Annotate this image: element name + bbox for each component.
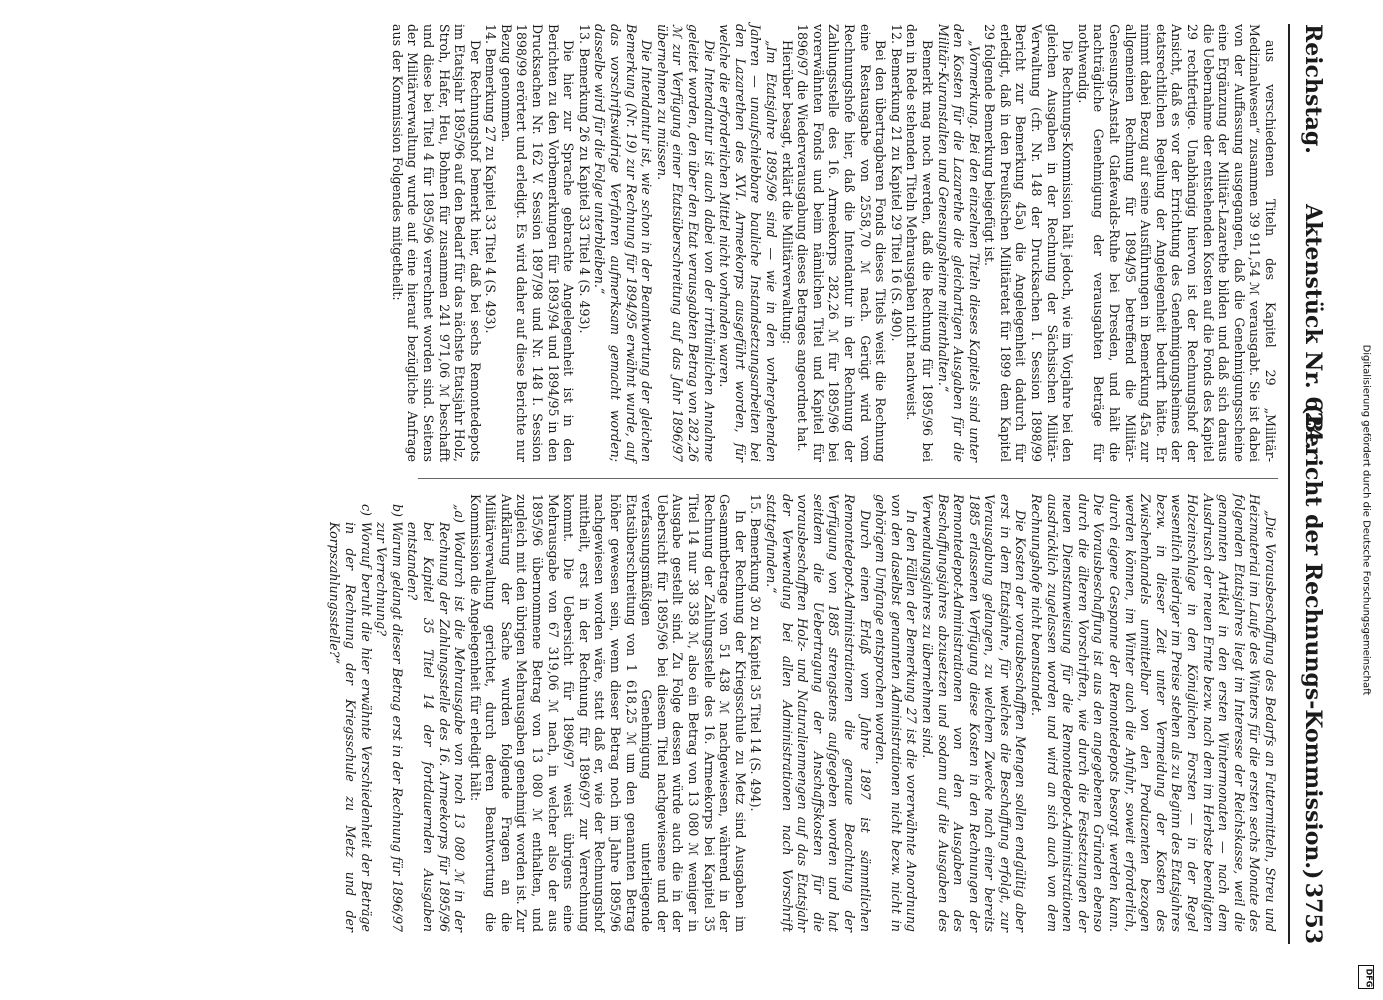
paragraph: Bei den übertragbaren Fonds dieses Titels weist die Rechnung eine Restausgabe von 2558,70 ℳ nach. Gerügt wird vom Rechnungshofe hier, daß die Intendantur in der Rechnung der Zahlungsstelle des 16. Armeekorps 282,26 ℳ für 1895/96 bei vorerwähnten Fonds und beim nämlichen Titel und Kapitel für 1896/97 die Wiederverausgabung dieses Betrages angeordnet hat. — [795, 24, 889, 462]
paragraph: aus verschiedenen Titeln des Kapitel 29 „Militär-Medizinalwesen“ zusammen 39 911,54 ℳ verausgabt. Sie ist dabei von der Auffassung ausgegangen, daß die Genehmigungsscheine eine Ergänzung der Militär-Lazarethe bilden und daß sich daraus die Uebernahme der entstehenden Kosten auf die Fonds des Kapitel 29 rechtfertige. Unabhängig hiervon ist der Rechnungshof der Ansicht, daß es vor der Errichtung des Genehmigungsheimes der etatsrechtlichen Regelung der Angelegenheit bedurft hätte. Er nimmt dabei Bezug auf seine Ausführungen in Bemerkung 45a zur allgemeinen Rechnung für 1894/95 betreffend die Militär-Genesungs-Anstalt Glafewalds-Ruhe bei Dresden, und hält die nachträgliche Genehmigung der verausgabten Beträge für nothwendig. — [1075, 24, 1278, 462]
digitization-credit: Digitalisierung gefördert durch die Deutsche Forschungsgemeinschaft — [1360, 344, 1372, 696]
paragraph: Die Rechnungs-Kommission hält jedoch, wie im Vorjahre bei den gleichen Ausgaben in der Rechnung der Sächsischen Militär-Verwaltung (cfr. Nr. 148 der Drucksachen I. Session 1898/99 Bericht zur Bemerkung 45a) die Angelegenheit dadurch für erledigt, daß in den Preußischen Militäretat für 1899 dem Kapitel 29 folgende Bemerkung beigefügt ist. — [982, 24, 1076, 462]
paragraph: Die hier zur Sprache gebrachte Angelegenheit ist in den Berichten zu den Vorbemerkungen für 1893/94 und 1894/95 in den Drucksachen Nr. 162 V. Session 1897/98 und Nr. 148 I. Session 1898/99 erörtert und erledigt. Es wird daher auf diese Berichte nur Bezug genommen. — [498, 24, 577, 462]
page-number: 3753 — [1300, 882, 1326, 944]
document-page — [85, 24, 1330, 944]
paragraph: b) Warum gelangt dieser Betrag erst in der Rechnung für 1896/97 zur Verrechnung? — [374, 504, 405, 932]
paragraph: Durch einen Erlaß vom Jahre 1897 ist sämmtlichen Remontedepot-Administrationen die genaue Beachtung der Verfügung von 1885 strengstens aufgegeben worden und hat seitdem die Uebertragung der Anschaffskosten für die vorausbeschafften Holz- und Naturalienmengen auf das Etatsjahr der Verwendung bei allen Administrationen nach Vorschrift stattgefunden.“ — [764, 494, 873, 932]
paragraph: In den Fällen der Bemerkung 27 ist die vorerwähnte Anordnung von den daselbst genannten Administrationen nicht bezw. nicht in gehörigem Umfange entsprochen worden. — [873, 494, 920, 932]
section-heading: 15. Bemerkung 30 zu Kapitel 35 Titel 14 (S. 494). — [748, 494, 764, 812]
paragraph: Bemerkt mag noch werden, daß die Rechnung für 1895/96 bei den in Rede stehenden Titeln Mehrausgaben nicht nachweist. — [904, 24, 935, 462]
header-right: (Bericht der Rechnungs-Kommission.) — [1300, 404, 1326, 880]
paragraph: Die Intendantur ist auch dabei von der irrthümlichen Annahme geleitet worden, den über den Etat verausgabten Betrag von 282,26 ℳ zur Verfügung einer Etatsüberschreitung auf das Jahr 1896/97 übernehmen zu müssen. — [654, 24, 717, 462]
paragraph: Die Intendantur ist, wie schon in der Beantwortung der gleichen Bemerkung (Nr. 19) zur Rechnung für 1894/95 erwähnt wurde, auf das vorschriftswidrige Verfahren aufmerksam gemacht worden; dasselbe wird für die Folge unterbleiben.“ — [592, 24, 655, 462]
dfg-logo: DFG — [1358, 965, 1374, 989]
left-column — [389, 24, 1278, 462]
column-divider — [418, 478, 1278, 479]
section-heading: 12. Bemerkung 21 zu Kapitel 29 Titel 16 (S. 490). — [888, 24, 904, 342]
paragraph: „Die Vorausbeschaffung des Bedarfs an Futtermitteln, Streu und Heizmaterial im Laufe des Winters für die ersten sechs Monate des folgenden Etatsjahres liegt im Interesse der Reichskasse, weil die genannten Artikel in den ersten Wintermonaten — nach dem Ausdrusch der neuen Ernte bezw. nach dem im Herbste beendigten Holzeinschlage in den Königlichen Forsten — in der Regel wesentlich niedriger im Preise stehen als zu Beginn des Etatsjahres bezw. in dieser Zeit unter Vermeidung der Kosten des Zwischenhandels unmittelbar von den Produzenten bezogen werden können, im Winter auch die Anfuhr, soweit erforderlich, durch eigene Gespanne der Remontedepots besorgt werden kann. Die Vorausbeschaffung ist aus den angegebenen Gründen ebenso durch die älteren Vorschriften, wie durch die Festsetzungen der neuen Dienstanweisung für die Remontedepot-Administrationen ausdrücklich zugelassen worden und wird an sich auch von dem Rechnungshofe nicht beanstandet. — [1029, 494, 1278, 932]
paragraph: „a) Wodurch ist die Mehrausgabe von noch 13 080 ℳ in der Rechnung der Zahlungsstelle des 16. Armeekorps für 1895/96 bei Kapitel 35 Titel 14 der fortdauernden Ausgaben entstanden? — [405, 504, 468, 932]
paragraph: c) Worauf beruht die hier erwähnte Verschiedenheit der Beträge in der Rechnung der Kriegsschule zu Metz und der Korpszahlungsstelle?“ — [327, 504, 374, 932]
paragraph: In der Rechnung der Kriegsschule zu Metz sind Ausgaben im Gesammtbetrage von 51 438 ℳ nachgewiesen, während in der Rechnung der Zahlungsstelle des 16. Armeekorps bei Kapitel 35 Titel 14 nur 38 358 ℳ, also ein Betrag von 13 080 ℳ weniger in Ausgabe gestellt sind. Zu Folge dessen würde auch die in der Uebersicht für 1895/96 bei diesem Titel nachgewiesene und der verfassungsmäßigen Genehmigung unterliegende Etatsüberschreitung von 1 618,25 ℳ um den genannten Betrag höher gewesen sein, wenn dieser Betrag noch im Jahre 1895/96 nachgewiesen worden wäre, statt daß er, wie der Rechnungshof mittheilt, erst in der Rechnung für 1896/97 zur Verrechnung kommt. Die Uebersicht für 1896/97 weist übrigens eine Mehrausgabe von 67 319,06 ℳ nach, in welcher also der aus 1895/96 übernommene Betrag von 13 080 ℳ enthalten, und zugleich mit den übrigen Mehrausgaben genehmigt worden ist. Zur Aufklärung der Sache wurden folgende Fragen an die Militärverwaltung gerichtet, durch deren Beantwortung die Kommission die Angelegenheit für erledigt hält: — [467, 494, 748, 932]
section-heading: 14. Bemerkung 27 zu Kapitel 33 Titel 4 (S. 493). — [483, 24, 499, 334]
paragraph: „Im Etatsjahre 1895/96 sind — wie in den vorhergehenden Jahren — unaufschiebbare bauliche Instandsetzungsarbeiten bei den Lazarethen des XVI. Armeekorps ausgeführt worden, für welche die erforderlichen Mittel nicht vorhanden waren. — [717, 24, 779, 462]
right-column — [327, 494, 1278, 932]
paragraph: Der Rechnungshof bemerkt hier, daß bei sechs Remontedepots im Etatsjahr 1895/96 auf den Bedarf für das nächste Etatsjahr Holz, Stroh, Hafer, Heu, Bohnen für zusammen 241 971,06 ℳ beschafft und diese bei Titel 4 für 1895/96 verrechnet worden sind. Seitens der Militärverwaltung wurde auf eine hierauf bezügliche Anfrage aus der Kommission Folgendes mitgetheilt: — [389, 24, 483, 462]
header-document-number: Aktenstück Nr. 624. — [1300, 204, 1326, 450]
paragraph: Die Kosten der vorausbeschafften Mengen sollen endgültig aber erst in dem Etatsjahre, für welches die Beschaffung erfolgt, zur Verausgabung gelangen, zu welchem Zwecke nach einer bereits 1885 erlassenen Verfügung diese Kosten in den Rechnungen der Remontedepot-Administrationen von den Ausgaben des Beschaffungsjahres abzusetzen und sodann auf die Ausgaben des Verwendungsjahres zu übernehmen sind. — [919, 494, 1029, 932]
section-heading: 13. Bemerkung 26 zu Kapitel 33 Titel 4 (S. 493). — [576, 24, 592, 334]
header-rule — [1288, 24, 1290, 944]
page-header — [1290, 24, 1330, 944]
header-left: Reichstag. — [1300, 24, 1326, 154]
paragraph: „Vormerkung. Bei den einzelnen Titeln dieses Kapitels sind unter den Kosten für die Lazarethe die gleichartigen Ausgaben für die Militär-Kuranstalten und Genesungsheime mitenthalten.“ — [935, 24, 982, 462]
paragraph: Hierüber besagt, erklärt die Militärverwaltung: — [779, 40, 795, 345]
